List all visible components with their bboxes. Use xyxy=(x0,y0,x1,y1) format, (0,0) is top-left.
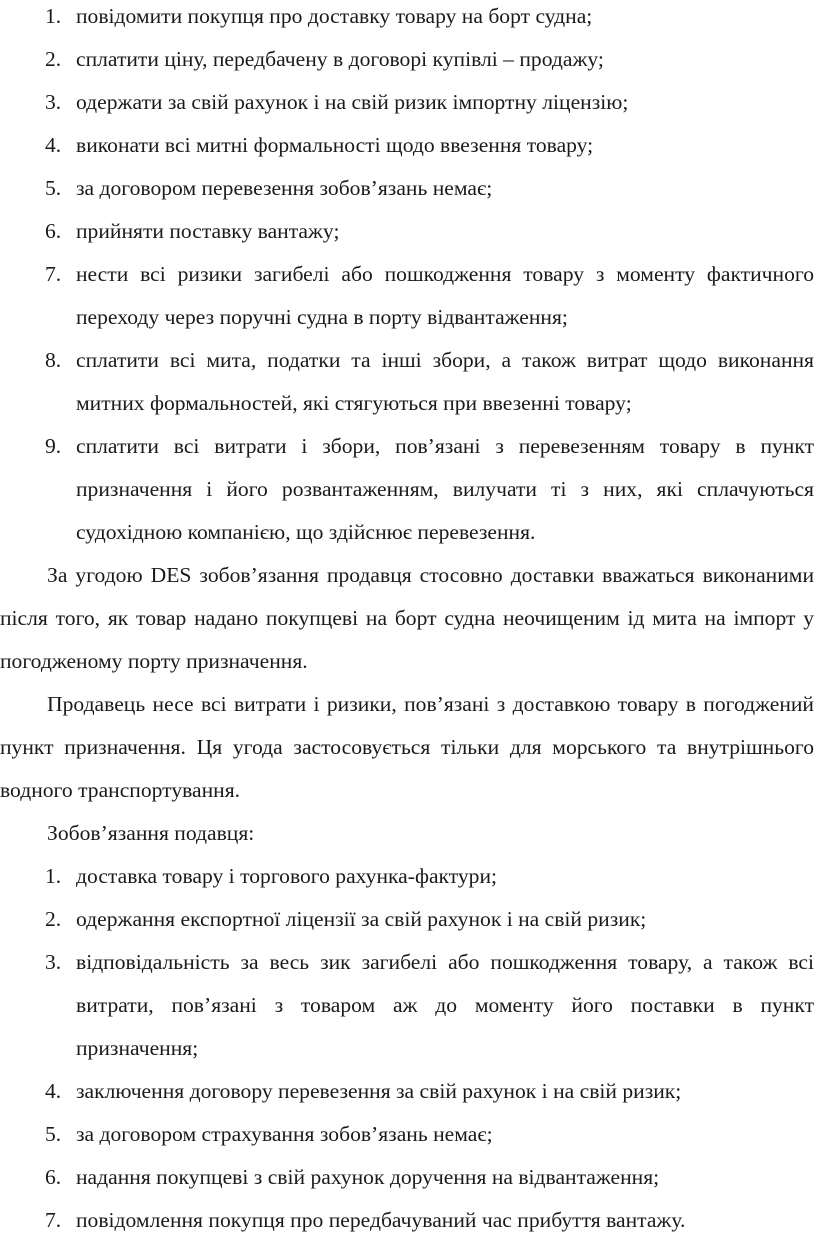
seller-obligations-heading: Зобов’язання подавця: xyxy=(47,821,255,845)
list-item xyxy=(0,167,816,210)
list-item-text: одержання експортної ліцензії за свій рахунок і на свій ризик; xyxy=(76,907,647,931)
list-item-text: прийняти поставку вантажу; xyxy=(76,219,340,243)
list-item xyxy=(0,855,816,898)
list-item xyxy=(0,0,816,38)
list-item-text: заключення договору перевезення за свій рахунок і на свій ризик; xyxy=(76,1079,682,1103)
list-item xyxy=(0,1199,816,1242)
list-item xyxy=(0,941,816,1070)
list-item-text: відповідальність за весь зик загибелі або пошкодження товару, а також всі витрати, пов’язані з товаром аж до моменту його поставки в пункт призначення; xyxy=(76,950,814,1060)
list-item-number: 7. xyxy=(45,1208,62,1232)
list-item-number: 4. xyxy=(45,133,62,157)
list-item-number: 7. xyxy=(45,262,62,286)
list-item-text: нести всі ризики загибелі або пошкодження товару з моменту фактичного переходу через поручні судна в порту відвантаження; xyxy=(76,262,814,329)
list-item xyxy=(0,1113,816,1156)
list-item-number: 5. xyxy=(45,176,62,200)
buyer-obligations-list xyxy=(0,0,816,554)
list-item-text: сплатити всі витрати і збори, пов’язані з перевезенням товару в пункт призначення і його розвантаженням, вилучати ті з них, які сплачуються судохідною компанією, що здійснює перевезення. xyxy=(76,434,814,544)
list-item xyxy=(0,425,816,554)
list-item-text: за договором перевезення зобов’язань немає; xyxy=(76,176,493,200)
des-definition-paragraph: За угодою DES зобов’язання продавця стосовно доставки вважаться виконаними після того, як товар надано покупцеві на борт судна неочищеним ід мита на імпорт у погодженому порту призначення. xyxy=(0,563,814,673)
list-item-text: одержати за свій рахунок і на свій ризик імпортну ліцензію; xyxy=(76,90,629,114)
list-item-number: 6. xyxy=(45,219,62,243)
list-item-text: повідомити покупця про доставку товару на борт судна; xyxy=(76,4,593,28)
list-item xyxy=(0,898,816,941)
list-item-text: за договором страхування зобов’язань немає; xyxy=(76,1122,493,1146)
list-item-number: 2. xyxy=(45,907,62,931)
list-item-number: 3. xyxy=(45,950,62,974)
list-item-number: 9. xyxy=(45,434,62,458)
list-item-number: 3. xyxy=(45,90,62,114)
list-item-text: виконати всі митні формальності щодо ввезення товару; xyxy=(76,133,594,157)
list-item xyxy=(0,339,816,425)
list-item-text: сплатити ціну, передбачену в договорі купівлі – продажу; xyxy=(76,47,604,71)
list-item-number: 2. xyxy=(45,47,62,71)
list-item-text: доставка товару і торгового рахунка-фактури; xyxy=(76,864,498,888)
list-item-text: сплатити всі мита, податки та інші збори, а також витрат щодо виконання митних формальностей, які стягуються при ввезенні товару; xyxy=(76,348,814,415)
list-item-number: 6. xyxy=(45,1165,62,1189)
list-item xyxy=(0,124,816,167)
list-item-text: повідомлення покупця про передбачуваний час прибуття вантажу. xyxy=(76,1208,686,1232)
list-item xyxy=(0,253,816,339)
list-item-number: 8. xyxy=(45,348,62,372)
list-item-number: 5. xyxy=(45,1122,62,1146)
list-item xyxy=(0,1156,816,1199)
seller-costs-paragraph: Продавець несе всі витрати і ризики, пов’язані з доставкою товару в погоджений пункт призначення. Ця угода застосовується тільки для морського та внутрішнього водного транспортування. xyxy=(0,692,814,802)
list-item xyxy=(0,81,816,124)
list-item xyxy=(0,210,816,253)
list-item-text: надання покупцеві з свій рахунок доручення на відвантаження; xyxy=(76,1165,660,1189)
list-item-number: 1. xyxy=(45,4,62,28)
list-item xyxy=(0,1070,816,1113)
list-item-number: 1. xyxy=(45,864,62,888)
list-item xyxy=(0,38,816,81)
list-item-number: 4. xyxy=(45,1079,62,1103)
seller-obligations-list xyxy=(0,855,816,1242)
